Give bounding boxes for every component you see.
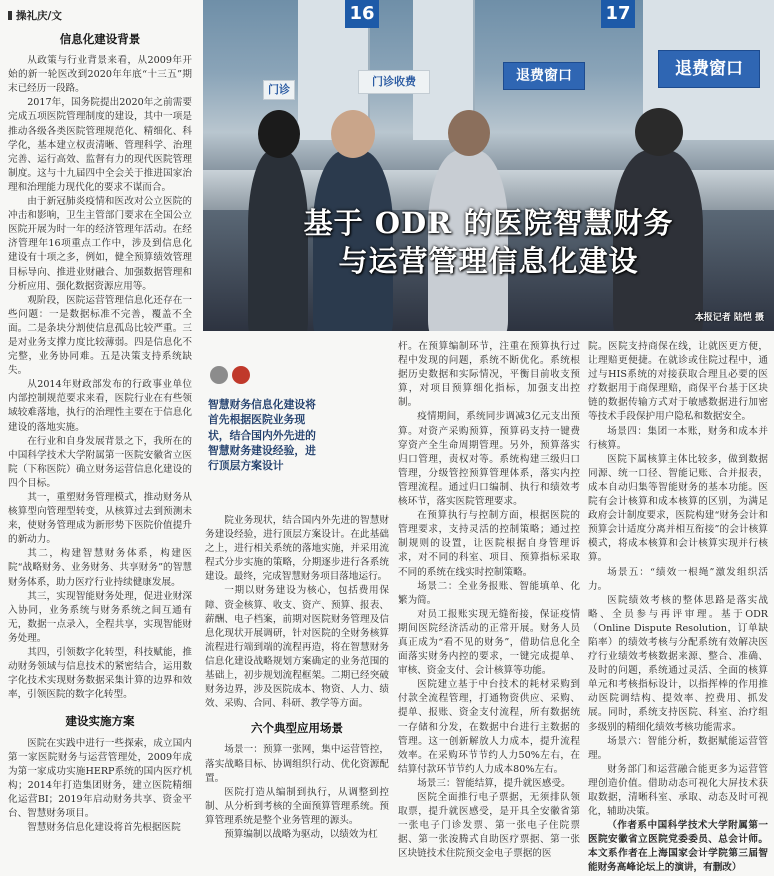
photo-person-head (448, 110, 490, 156)
photo-person-head (635, 108, 683, 156)
scenario-heading: 场景五：“绩效一根绳”激发组织活力。 (588, 566, 768, 592)
paragraph: 杆。在预算编制环节，注重在预算执行过程中发现的问题，系统不断优化。系统根据历史数据和实际情况，平衡目前收支预算，对项目预算细化指标，加强支出控制。 (398, 341, 580, 409)
paragraph: 医院绩效考核的整体思路是落实战略、全员参与再评审理。基于ODR（Online Dispute Resolution，订单缺陷率）的绩效考核与分配系统有效解决医疗行业绩效考核数据来源、整合、准确、及时的问题，系统通过灵活、全面的核算单元和考核指标设计，以指挥棒的作用推动医院调结构、提效率、控费用、抓发展。同时，系统支持医院、科室、治疗组多级别的精细化绩效考核功能需求。 (588, 594, 768, 733)
photo-person-head (258, 110, 300, 158)
news-photo (203, 0, 774, 331)
paragraph: 在行业和自身发展背景之下，我所在的中国科学技术大学附属第一医院安徽省立医院（下称医院）确立财务运营信息化建设的四个目标。 (8, 435, 192, 489)
dot-red (232, 366, 250, 384)
section-title-scenarios: 六个典型应用场景 (251, 721, 343, 736)
sign-outpatient: 门诊收费 (358, 70, 430, 94)
paragraph: 医院建立基于中台技术的耗材采购到付款全流程管理，打通物资供应、采购、提单、报账、资金支付流程，所有数据统一存储和分发，在数据中台进行主数据的管理。这一创新解放人力成本，提升流程效率。在采购环节节约人力50%左右，在结算付款环节节约人力成本80%左右。 (398, 679, 580, 775)
paragraph: 智慧财务信息化建设将首先根据医院 (27, 822, 181, 834)
paragraph: 从政策与行业背景来看，从2009年开始的新一轮医改到2020年年底“十三五”期末已经历一段路。 (8, 55, 192, 95)
scenario-heading: 场景二：全业务报账、智能填单、化繁为简。 (398, 580, 580, 606)
dot-gray (210, 366, 228, 384)
section-title-background: 信息化建设背景 (59, 32, 141, 46)
paragraph: 医院全面推行电子票据，无须排队领取票，提升就医感受，是开具全安徽省第一张电子门诊发票、第一张电子住院票据、第一张浚腾式自助医疗票据、第一张区块链技术住院预交金电子票据的医 (398, 792, 580, 860)
paragraph: 医院在实践中进行一些探索，成立国内第一家医院财务与运营管理处，2009年成为第一家成功实施HERP系统的国内医疗机构；2014年打造集团财务，建立医院精细化运营BI；2019年启动财务共享、资金平台、智慧财务项目。 (8, 737, 192, 819)
column-2 (205, 514, 389, 842)
sign-left-small: 门诊 (263, 80, 295, 100)
paragraph: 其三，实现智能财务处理，促进业财深入协同，业务系统与财务系统之间互通有无，数据一点录入，全程共享，实现智能财务处理。 (8, 590, 192, 644)
photo-person-head (331, 110, 375, 158)
column-3 (398, 340, 580, 861)
scenario-heading: 场景三：智能结算，提升就医感受。 (417, 777, 571, 789)
paragraph: 一期以财务建设为核心，包括费用保障、资金核算、收支、资产、预算、报表、薪酬、电子档案，前期对医院财务管理及信息化现状开展调研，针对医院的全财务核算流程进行端到端的流程再造，将在智慧财务信息化建设战略规划方案确定的业务范围的基础上，初步规划流程框架。二期已经突破财务边界，涉及医院成本、物资、人力、绩效、采购、合同、科研、教学等方面。 (205, 585, 389, 710)
photo-title-line-1: 基于 ODR 的医院智慧财务 (303, 206, 674, 240)
paragraph: 院。医院支持商保在线，让就医更方便，让理赔更便捷。在就诊或住院过程中，通过与HIS系统的对接获取合理且必要的医疗数据用于商保理赔，商保平台基于区块链的数据传输方式对于敏感数据进行加密等技术手段保护用户隐私和数据安全。 (588, 341, 768, 423)
sign-refund-right: 退费窗口 (658, 50, 760, 88)
window-number-16: 16 (345, 0, 379, 28)
paragraph: 疫情期间，系统同步调减3亿元支出预算。对资产采购预算，预算码支持一键费穿资产全生命周期管理。另外，预算落实归口管理，责权对等。系统构建三级归口管理，分级管控预算管理体系，落实内控管理流程。通过归口编制、执行和绩效考核环节，落实医院管理要求。 (398, 411, 580, 508)
paragraph: 场景一：预算一张网，集中运营管控，落实战略目标、协调组织行动、优化资源配置。 (205, 744, 389, 784)
photo-title-line-2: 与运营管理信息化建设 (338, 244, 639, 278)
column-4 (588, 340, 768, 876)
section-title-plan: 建设实施方案 (65, 714, 135, 729)
paragraph: 对员工报账实现无缝衔接，保证疫情期间医院经济活动的正常开展。财务人员真正成为“看不见的财务”，借助信息化全面落实财务内控的要求，一键完成提单、审核、资金支付、会计核算等功能。 (398, 608, 580, 677)
column-1 (8, 22, 192, 835)
paragraph: 院业务现状，结合国内外先进的智慧财务建设经验，进行顶层方案设计。在此基础之上，进行相关系统的落地实施，并采用流程式分步实施的策略，分期逐步进行各系统建设。最终，完成智慧财务项目落地运行。 (205, 515, 389, 583)
paragraph: 在预算执行与控制方面，根据医院的管理要求，支持灵活的控制策略；通过控制规则的设置，让医院根据自身管理诉求，对不同的科室、项目、预算指标采取不同的系统在线实时控制策略。 (398, 510, 580, 578)
paragraph: 其四，引领数字化转型，科技赋能，推动财务领域与信息技术的紧密结合，运用数字化技术实现财务数据采集计算的边界和效率，引领医院的数字化转型。 (8, 647, 192, 701)
paragraph: 由于新冠肺炎疫情和医改对公立医院的冲击和影响，卫生主管部门要求在全国公立医院开展为时一年的经济管理年活动。在经济管理年16项重点工作中，涉及到信息化建设有十项之多，例如，健全预算绩效管理目标导向、推进业财融合、加强数据管理和分析应用、强化数据资源应用等。 (8, 196, 192, 292)
pull-quote-dots (210, 366, 254, 388)
window-number-17: 17 (601, 0, 635, 28)
paragraph: 其一，重塑财务管理模式，推动财务从核算型向管理型转变，从核算过去到预测未来，使财务管理成为新形势下医院价值提升的新动力。 (8, 492, 192, 546)
paragraph: 2017年，国务院提出2020年之前需要完成五项医院管理制度的建设，其中一项是推动各级各类医院管理规范化、精细化、科学化，基本建立权责清晰、管理科学、治理完善、运行高效、监督有力的现代医院管理制度。这与十九届四中全会关于推进国家治理和治理能力现代化的要求不谋而合。 (8, 97, 192, 193)
paragraph: 其二，构建智慧财务体系，构建医院“战略财务、业务财务、共享财务”的智慧财务体系，助力医疗行业持续健康发展。 (8, 548, 192, 588)
scenario-heading: 场景六：智能分析，数据赋能运营管理。 (588, 735, 768, 761)
paragraph: 财务部门和运营融合能更多为运营管理创造价值。借助动态可视化大屏技术获取数据，清晰科室、承取、动态及时可视化，辅助决策。 (588, 763, 768, 818)
author-note: （作者系中国科学技术大学附属第一医院安徽省立医院党委委员、总会计师。本文系作者在上海国家会计学院第三届智能财务高峰论坛上的演讲，有删改） (588, 820, 768, 874)
paragraph: 观阶段，医院运营管理信息化还存在一些问题：一是数据标准不完善，覆盖不全面。二是条块分割使信息孤岛比较严重。三是对业务支撑力度比较薄弱。四是信息化不完整，业务协同难。五是决策支持系统缺失。 (8, 294, 192, 377)
sign-refund-left: 退费窗口 (503, 62, 585, 90)
photo-credit: 本报记者 陆恺 摄 (694, 313, 764, 323)
pull-quote: 智慧财务信息化建设将首先根据医院业务现状，结合国内外先进的智慧财务建设经验，进行顶层方案设计 (208, 398, 316, 473)
paragraph: 医院打造从编制到执行，从调整到控制、从分析到考核的全面预算管理系统。预算管理系统是整个业务管理的源头。 (205, 786, 389, 826)
paragraph: 预算编制以战略为驱动，以绩效为杠 (224, 828, 378, 840)
scenario-heading: 场景四：集团一本账，财务和成本并行核算。 (588, 425, 768, 451)
paragraph: 医院下属核算主体比较多，做到数据同源、统一口径、智能记账、合并报表，成本自动归集等智能财务的基本功能。医院有会计核算和成本核算的区别，为满足政府会计制度要求，医院构建“财务会计和预算会计适度分离并相互衔接”的会计核算模式，将成本核算和会计核算实现并行核算。 (588, 453, 768, 564)
paragraph: 从2014年财政部发布的行政事业单位内部控制规范要求来看，医院行业在有些领域较难落地，执行的治理性主要在于信息化建设的落地实施。 (8, 379, 192, 433)
author-byline: 操礼庆/文 (8, 8, 62, 23)
